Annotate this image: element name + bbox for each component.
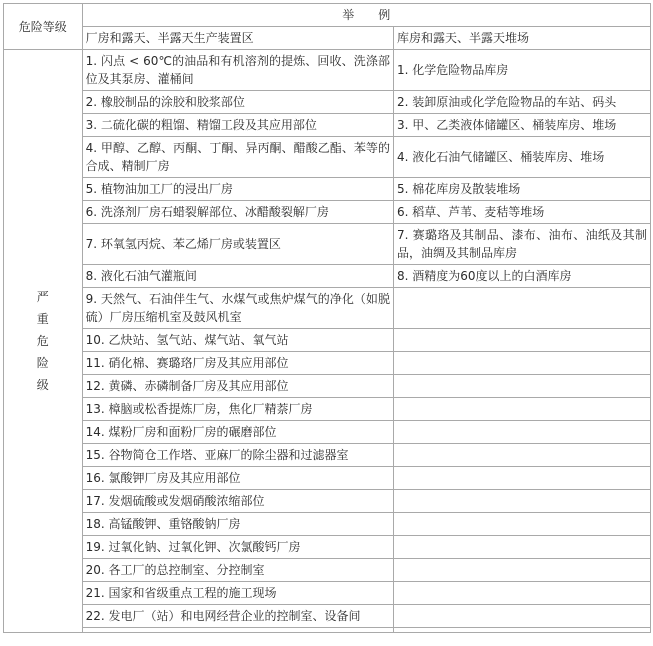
table-row xyxy=(4,224,651,265)
table-row xyxy=(4,50,651,91)
empty-cell xyxy=(393,628,650,633)
table-row xyxy=(4,536,651,559)
production-area-cell: 10. 乙炔站、氢气站、煤气站、氧气站 xyxy=(82,329,393,352)
storage-area-cell xyxy=(393,559,650,582)
table-row xyxy=(4,137,651,178)
production-area-cell: 16. 氯酸钾厂房及其应用部位 xyxy=(82,467,393,490)
storage-area-cell xyxy=(393,490,650,513)
production-area-cell: 19. 过氧化钠、过氧化钾、次氯酸钙厂房 xyxy=(82,536,393,559)
production-area-cell: 22. 发电厂（站）和电网经营企业的控制室、设备间 xyxy=(82,605,393,628)
table-row xyxy=(4,398,651,421)
table-row xyxy=(4,178,651,201)
table-row xyxy=(4,444,651,467)
storage-area-cell xyxy=(393,582,650,605)
storage-area-cell: 5. 棉花库房及散装堆场 xyxy=(393,178,650,201)
table-row xyxy=(4,513,651,536)
storage-area-cell xyxy=(393,536,650,559)
storage-area-cell xyxy=(393,375,650,398)
production-area-cell: 11. 硝化棉、赛璐珞厂房及其应用部位 xyxy=(82,352,393,375)
table-row xyxy=(4,559,651,582)
table-row xyxy=(4,201,651,224)
production-area-cell: 15. 谷物简仓工作塔、亚麻厂的除尘器和过滤器室 xyxy=(82,444,393,467)
header-hazard-level: 危险等级 xyxy=(4,4,83,50)
hazard-level-label: 严重危险级 xyxy=(36,290,49,392)
table-row xyxy=(4,421,651,444)
storage-area-cell: 4. 液化石油气储罐区、桶装库房、堆场 xyxy=(393,137,650,178)
table-row xyxy=(4,490,651,513)
storage-area-cell xyxy=(393,444,650,467)
hazard-level-severe xyxy=(4,50,83,633)
storage-area-cell: 8. 酒精度为60度以上的白酒库房 xyxy=(393,265,650,288)
production-area-cell: 14. 煤粉厂房和面粉厂房的碾磨部位 xyxy=(82,421,393,444)
storage-area-cell xyxy=(393,421,650,444)
storage-area-cell xyxy=(393,398,650,421)
production-area-cell: 12. 黄磷、赤磷制备厂房及其应用部位 xyxy=(82,375,393,398)
table-row xyxy=(4,605,651,628)
production-area-cell: 8. 液化石油气灌瓶间 xyxy=(82,265,393,288)
table-row xyxy=(4,114,651,137)
production-area-cell: 2. 橡胶制品的涂胶和胶浆部位 xyxy=(82,91,393,114)
table-row xyxy=(4,265,651,288)
production-area-cell: 1. 闪点 < 60℃的油品和有机溶剂的提炼、回收、洗涤部位及其泵房、灌桶间 xyxy=(82,50,393,91)
storage-area-cell xyxy=(393,288,650,329)
header-production-area: 厂房和露天、半露天生产装置区 xyxy=(82,27,393,50)
header-row-1 xyxy=(4,4,651,27)
header-row-2 xyxy=(4,27,651,50)
storage-area-cell xyxy=(393,352,650,375)
storage-area-cell: 3. 甲、乙类液体储罐区、桶装库房、堆场 xyxy=(393,114,650,137)
production-area-cell: 6. 洗涤剂厂房石蜡裂解部位、冰醋酸裂解厂房 xyxy=(82,201,393,224)
storage-area-cell: 7. 赛璐珞及其制品、漆布、油布、油纸及其制品，油绸及其制品库房 xyxy=(393,224,650,265)
storage-area-cell xyxy=(393,605,650,628)
production-area-cell: 18. 高锰酸钾、重铬酸钠厂房 xyxy=(82,513,393,536)
production-area-cell: 20. 各工厂的总控制室、分控制室 xyxy=(82,559,393,582)
storage-area-cell xyxy=(393,467,650,490)
header-storage-area: 库房和露天、半露天堆场 xyxy=(393,27,650,50)
production-area-cell: 3. 二硫化碳的粗馏、精馏工段及其应用部位 xyxy=(82,114,393,137)
table-row xyxy=(4,467,651,490)
storage-area-cell xyxy=(393,329,650,352)
storage-area-cell: 6. 稻草、芦苇、麦秸等堆场 xyxy=(393,201,650,224)
production-area-cell: 17. 发烟硫酸或发烟硝酸浓缩部位 xyxy=(82,490,393,513)
production-area-cell: 9. 天然气、石油伴生气、水煤气或焦炉煤气的净化（如脱硫）厂房压缩机室及鼓风机室 xyxy=(82,288,393,329)
storage-area-cell xyxy=(393,513,650,536)
table-row xyxy=(4,329,651,352)
table-row xyxy=(4,288,651,329)
table-row xyxy=(4,91,651,114)
production-area-cell: 5. 植物油加工厂的浸出厂房 xyxy=(82,178,393,201)
table-row xyxy=(4,582,651,605)
empty-cell xyxy=(82,628,393,633)
hazard-level-table xyxy=(3,3,651,633)
production-area-cell: 7. 环氧氢丙烷、苯乙烯厂房或装置区 xyxy=(82,224,393,265)
storage-area-cell: 2. 装卸原油或化学危险物品的车站、码头 xyxy=(393,91,650,114)
production-area-cell: 21. 国家和省级重点工程的施工现场 xyxy=(82,582,393,605)
table-row-empty xyxy=(4,628,651,633)
table-row xyxy=(4,352,651,375)
production-area-cell: 4. 甲醇、乙醇、丙酮、丁酮、异丙酮、醋酸乙酯、苯等的合成、精制厂房 xyxy=(82,137,393,178)
table-row xyxy=(4,375,651,398)
production-area-cell: 13. 樟脑或松香提炼厂房，焦化厂精萘厂房 xyxy=(82,398,393,421)
header-examples: 举 例 xyxy=(82,4,650,27)
storage-area-cell: 1. 化学危险物品库房 xyxy=(393,50,650,91)
